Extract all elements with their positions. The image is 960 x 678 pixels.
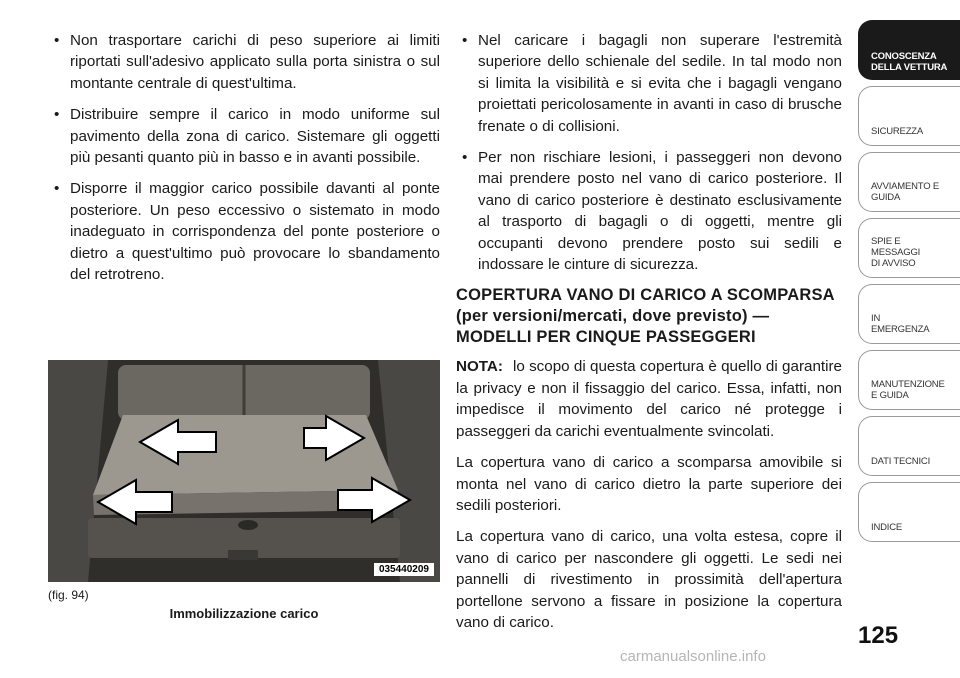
tab-indice[interactable]	[858, 482, 960, 542]
list-item: • Non trasportare carichi di peso superiore ai limiti riportati sull'adesivo applicato sulla porta sinistra o sul montante centrale di quest'ultima.	[48, 30, 440, 94]
body-paragraph: La copertura vano di carico, una volta estesa, copre il vano di carico per nascondere gli oggetti. Le sedi nei pannelli di rivestimento in prossimità dell'apertura portellone servono a fissare in posizione la copertura vano di carico.	[456, 528, 842, 631]
left-bullet-list	[48, 30, 440, 285]
list-item: • Per non rischiare lesioni, i passeggeri non devono mai prendere posto nel vano di carico posteriore. Il vano di carico posteriore è destinato esclusivamente al trasporto di bagagli o di oggetti, mentre gli occupanti devono prendere posto sui sedili e indossare le cinture di sicurezza.	[456, 147, 842, 275]
section-heading: COPERTURA VANO DI CARICO A SCOMPARSA (per versioni/mercati, dove previsto) — MODELLI PER CINQUE PASSEGGERI	[456, 286, 835, 347]
tab-label: DATI TECNICI	[871, 456, 931, 467]
right-column	[456, 30, 842, 643]
tab-manutenzione[interactable]	[858, 350, 960, 410]
tab-label: IN EMERGENZA	[871, 313, 930, 335]
tab-avviamento-guida[interactable]	[858, 152, 960, 212]
tab-spie-messaggi[interactable]	[858, 218, 960, 278]
list-item: • Disporre il maggior carico possibile davanti al ponte posteriore. Un peso eccessivo o sistemato in modo inadeguato in corrispondenza del ponte posteriore o dietro a quest'ultimo può provocare lo sbandamento del retrotreno.	[48, 178, 440, 285]
tab-label: MANUTENZIONE E GUIDA	[871, 379, 945, 401]
note-text: lo scopo di questa copertura è quello di garantire la privacy e non il fissaggio del carico. Essa, infatti, non impedisce il movimento del carico né protegge i passeggeri da carichi eventualmente svincolati.	[456, 358, 842, 440]
watermark: carmanualsonline.info	[620, 648, 766, 665]
tab-conoscenza-vettura[interactable]	[858, 20, 960, 80]
cargo-cover-photo	[48, 360, 440, 582]
list-item: • Distribuire sempre il carico in modo uniforme sul pavimento della zona di carico. Sistemare gli oggetti più pesanti quanto più in basso e in avanti possibile.	[48, 104, 440, 168]
note-paragraph	[456, 356, 842, 442]
figure-reference: (fig. 94)	[48, 588, 89, 602]
left-column	[48, 30, 440, 295]
tab-label: SPIE E MESSAGGI DI AVVISO	[871, 236, 921, 269]
tab-label: AVVIAMENTO E GUIDA	[871, 181, 939, 203]
tab-dati-tecnici[interactable]	[858, 416, 960, 476]
tab-emergenza[interactable]	[858, 284, 960, 344]
tab-label: CONOSCENZA DELLA VETTURA	[871, 51, 948, 73]
tab-label: SICUREZZA	[871, 126, 924, 137]
right-bullet-list	[456, 30, 842, 275]
page-number: 125	[858, 622, 899, 649]
figure-code: 035440209	[374, 563, 434, 576]
list-item: • Nel caricare i bagagli non superare l'estremità superiore dello schienale del sedile. In tal modo non si limita la visibilità e si evita che i bagagli vengano proiettati pericolosamente in avanti in caso di brusche frenate o di collisioni.	[456, 30, 842, 137]
tab-label: INDICE	[871, 522, 902, 533]
figure-caption: Immobilizzazione carico	[169, 606, 319, 621]
body-paragraph: La copertura vano di carico a scomparsa amovibile si monta nel vano di carico dietro la parte superiore dei sedili posteriori.	[456, 454, 842, 514]
chapter-tab-nav	[858, 20, 960, 548]
note-label: NOTA:	[456, 358, 503, 376]
tab-sicurezza[interactable]	[858, 86, 960, 146]
cargo-area-illustration	[48, 360, 440, 582]
